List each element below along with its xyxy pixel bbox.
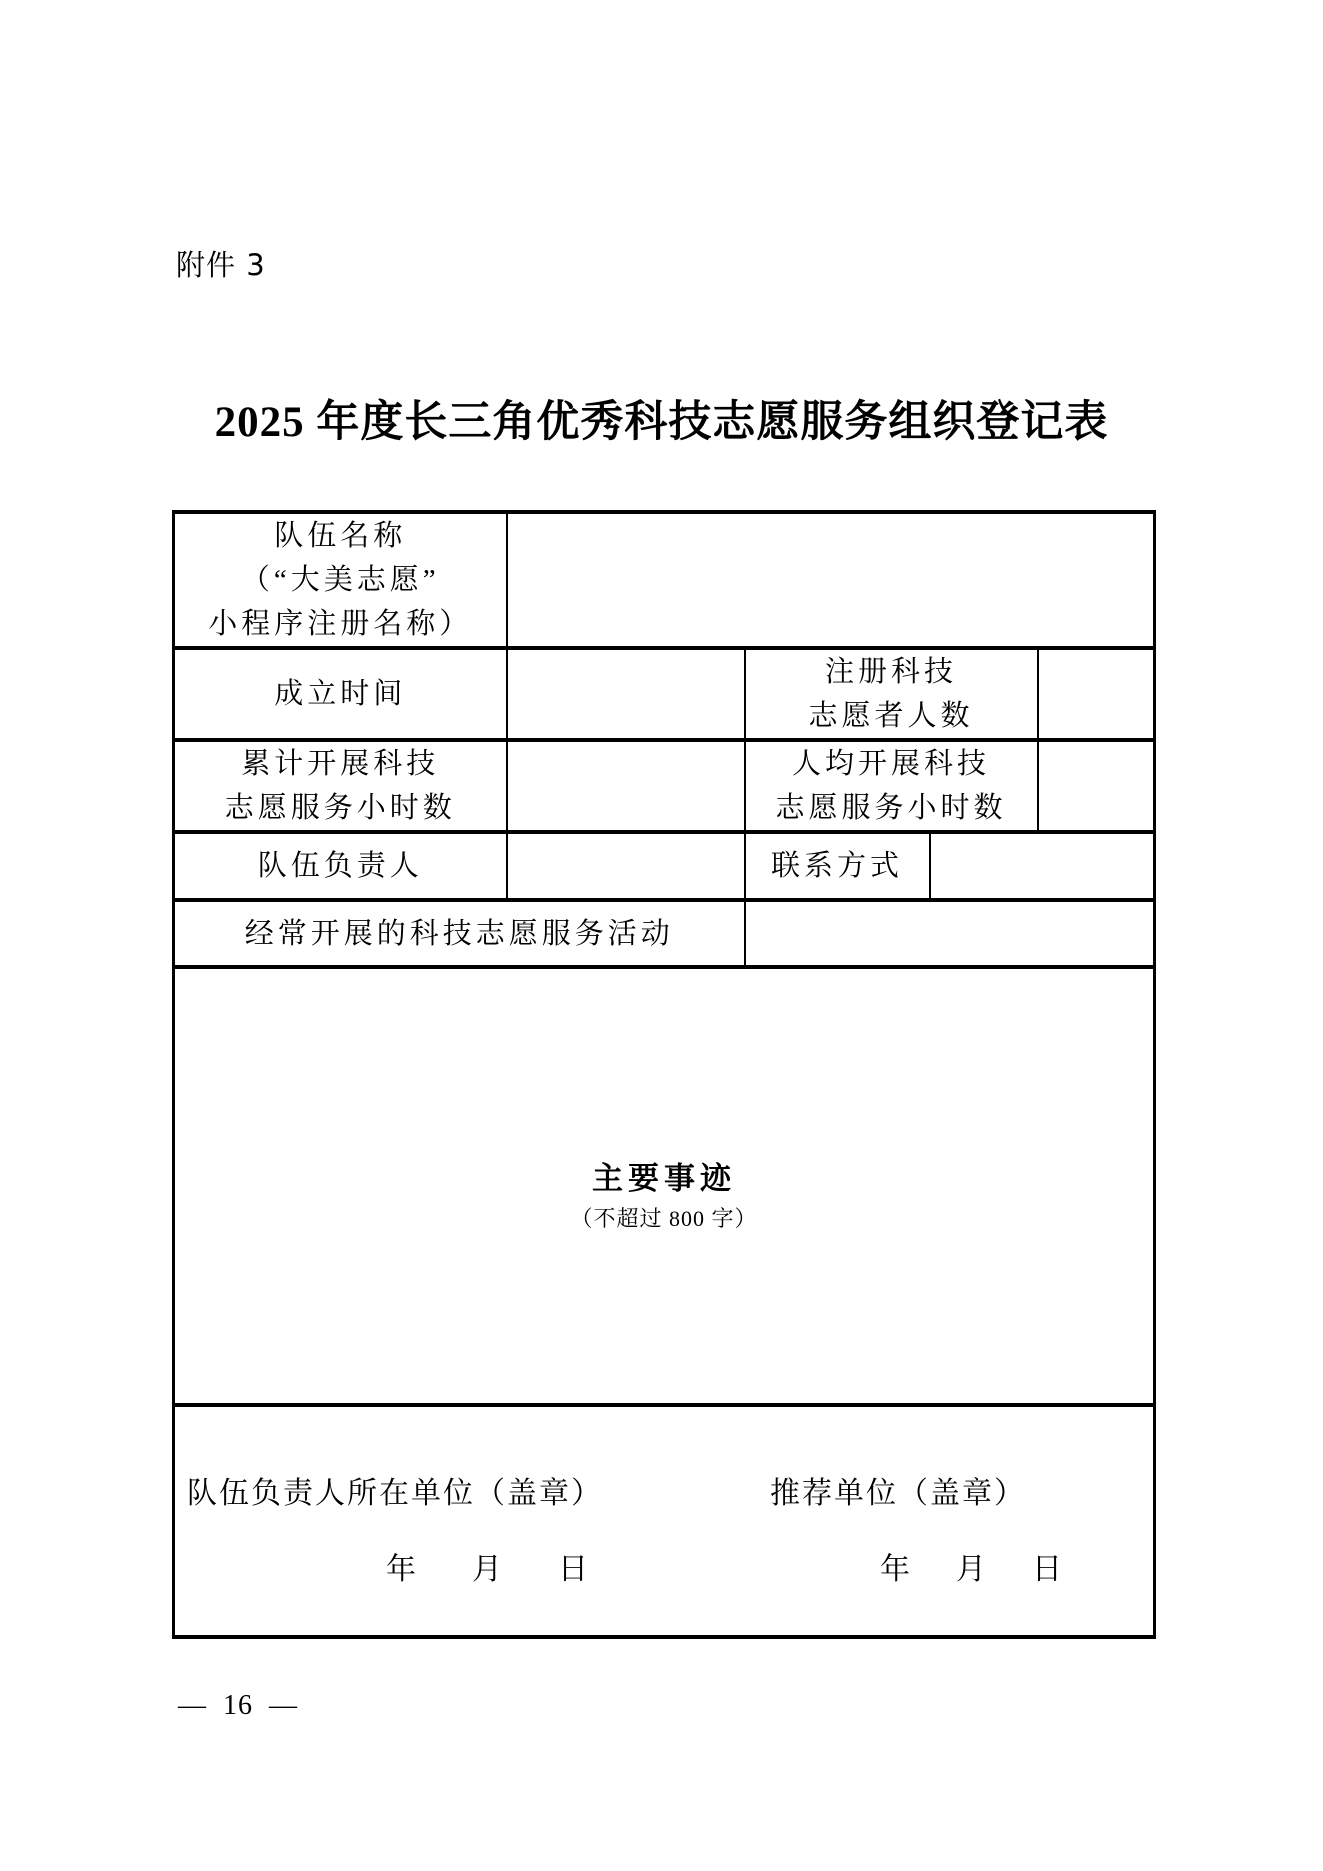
- row-team-name: [174, 512, 1155, 648]
- row-founding-time: [174, 648, 1155, 740]
- day-label: 日: [1032, 1553, 1062, 1586]
- cumulative-hours-label-line: 累计开展科技: [241, 748, 440, 780]
- year-label: 年: [386, 1553, 416, 1586]
- regular-activities-label-cell: 经常开展的科技志愿服务活动: [174, 900, 745, 967]
- page-title: 2025 年度长三角优秀科技志愿服务组织登记表: [214, 399, 1109, 446]
- row-leader-contact: [174, 832, 1155, 900]
- regular-activities-value-cell: [745, 900, 1155, 967]
- main-deeds-cell: [174, 967, 1155, 1405]
- row-service-hours: [174, 740, 1155, 832]
- month-label: 月: [472, 1553, 502, 1586]
- row-main-deeds: [174, 967, 1155, 1405]
- registered-volunteers-value-cell: [1038, 648, 1155, 740]
- team-name-label-line: （“大美志愿”: [240, 564, 440, 596]
- team-name-label-cell: [174, 512, 507, 648]
- recommending-unit-stamp-label: 推荐单位（盖章）: [770, 1477, 1026, 1510]
- per-capita-hours-value-cell: [1038, 740, 1155, 832]
- cumulative-hours-label-cell: [174, 740, 507, 832]
- registered-volunteers-label-line: 注册科技: [824, 656, 957, 688]
- per-capita-hours-label-cell: [745, 740, 1038, 832]
- team-leader-label-cell: 队伍负责人: [174, 832, 507, 900]
- day-label: 日: [558, 1553, 588, 1586]
- registered-volunteers-label-cell: [745, 648, 1038, 740]
- year-label: 年: [880, 1553, 910, 1586]
- signature-cell: [174, 1405, 1155, 1637]
- cumulative-hours-label-line: 志愿服务小时数: [224, 792, 456, 824]
- team-name-value-cell: [507, 512, 1155, 648]
- contact-label-cell: 联系方式: [745, 832, 930, 900]
- leader-unit-date-line: [386, 1553, 588, 1587]
- per-capita-hours-label-line: 人均开展科技: [791, 748, 990, 780]
- row-signature-stamps: [174, 1405, 1155, 1637]
- recommending-unit-date-line: [880, 1553, 1062, 1587]
- cumulative-hours-value-cell: [507, 740, 745, 832]
- team-name-label-line: 小程序注册名称）: [208, 608, 473, 640]
- row-regular-activities: [174, 900, 1155, 967]
- contact-value-cell: [930, 832, 1155, 900]
- main-deeds-title: 主要事迹: [592, 1161, 736, 1197]
- attachment-label: 附件 3: [176, 248, 266, 282]
- page-number: — 16 —: [178, 1690, 298, 1721]
- registered-volunteers-label-line: 志愿者人数: [808, 700, 974, 732]
- founding-time-label-cell: 成立时间: [174, 648, 507, 740]
- month-label: 月: [956, 1553, 986, 1586]
- founding-time-value-cell: [507, 648, 745, 740]
- team-name-label-line: 队伍名称: [274, 520, 407, 552]
- leader-unit-stamp-label: 队伍负责人所在单位（盖章）: [187, 1477, 603, 1510]
- team-leader-value-cell: [507, 832, 745, 900]
- main-deeds-note: （不超过 800 字）: [570, 1206, 758, 1231]
- per-capita-hours-label-line: 志愿服务小时数: [775, 792, 1007, 824]
- registration-form-table: [172, 510, 1156, 1639]
